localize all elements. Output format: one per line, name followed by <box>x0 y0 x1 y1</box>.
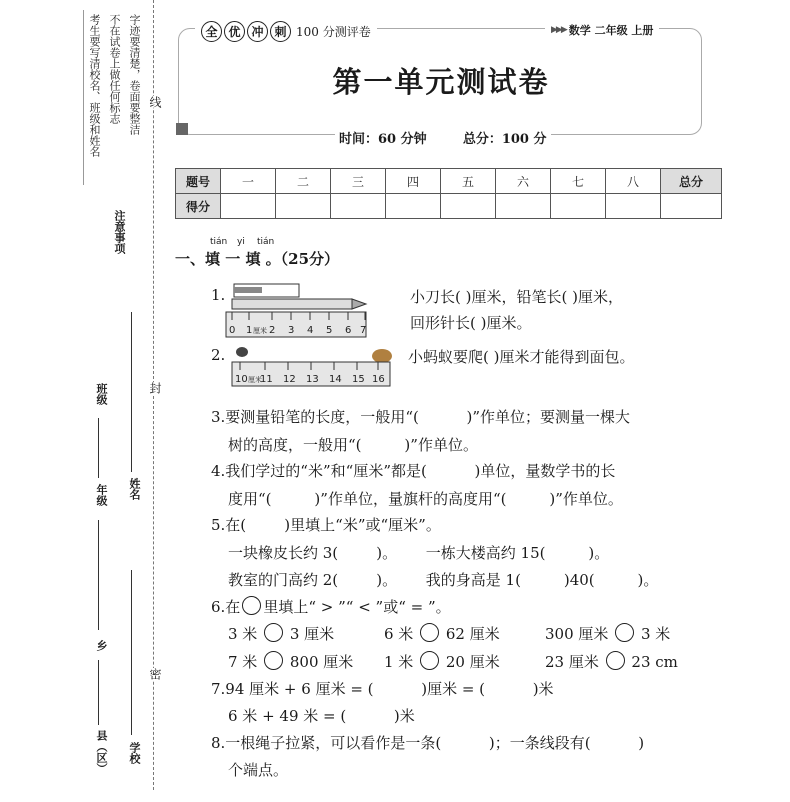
table-cell: 六 <box>496 169 551 194</box>
ruler1-tick: 6 <box>345 325 352 336</box>
compare-circle-input[interactable] <box>420 651 439 670</box>
table-cell: 二 <box>276 169 331 194</box>
ruler1-unit: 厘米 <box>253 327 267 335</box>
compare-circle-input[interactable] <box>615 623 634 642</box>
compare-circle-input[interactable] <box>606 651 625 670</box>
field-school-line[interactable] <box>131 570 132 735</box>
q6-title-pre: 6.在 <box>211 598 241 616</box>
q8-line-a: 8.一根绳子拉紧，可以看作是一条( )；一条线段有( ) <box>211 734 645 752</box>
q5-line-a: 5.在( )里填上“米”或“厘米”。 <box>211 516 441 534</box>
ruler1-tick: 1 <box>246 325 253 336</box>
cut-mark-secret: 密 <box>148 668 162 680</box>
table-row <box>176 194 722 219</box>
q6-item: 23 cm <box>631 653 678 671</box>
q6-item: 3 米 <box>640 625 671 643</box>
ruler1-tick: 2 <box>269 325 276 336</box>
score-input-cell[interactable] <box>441 194 496 219</box>
q4-line-b: 度用“( )”作单位，量旗杆的高度用“( )”作单位。 <box>228 490 623 508</box>
q6-item: 20 厘米 <box>445 653 500 671</box>
circle-blank-icon <box>242 596 261 615</box>
field-grade-line[interactable] <box>98 520 99 630</box>
ruler2-tick: 14 <box>329 374 342 385</box>
q3-line-b: 树的高度，一般用“( )”作单位。 <box>228 436 478 454</box>
compare-circle-input[interactable] <box>264 651 283 670</box>
compare-circle-input[interactable] <box>420 623 439 642</box>
field-town-label: 乡 <box>95 640 108 651</box>
triangle-arrows-icon: ▶▶▶ <box>551 25 566 35</box>
page-title: 第一单元测试卷 <box>332 65 550 99</box>
score-input-cell[interactable] <box>496 194 551 219</box>
q2-text: 小蚂蚁要爬( )厘米才能得到面包。 <box>408 348 635 366</box>
q6-item: 62 厘米 <box>445 625 500 643</box>
brand-char-2: 优 <box>224 21 245 42</box>
corner-square-icon <box>176 123 188 135</box>
q6-item: 23 厘米 <box>545 653 599 671</box>
section-title: 一、填 一 填 。（25分） <box>175 250 340 268</box>
q7-line-b: 6 米 + 49 米 = ( )米 <box>228 707 415 725</box>
score-input-cell[interactable] <box>276 194 331 219</box>
table-cell: 八 <box>606 169 661 194</box>
brand-char-3: 冲 <box>247 21 268 42</box>
pinyin-2: yi <box>237 237 245 247</box>
q6-title <box>211 596 451 617</box>
q4-line-a: 4.我们学过的“米”和“厘米”都是( )单位，量数学书的长 <box>211 462 616 480</box>
q6-item: 3 厘米 <box>289 625 335 643</box>
notice-title: 注意事项 <box>113 210 126 254</box>
ruler2-tick: 16 <box>372 374 385 385</box>
q6-row-2c <box>545 651 678 672</box>
q6-row-1b <box>384 623 500 644</box>
score-input-cell[interactable] <box>551 194 606 219</box>
q5-line-c: 教室的门高约 2( )。 我的身高是 1( )40( )。 <box>228 571 659 589</box>
cut-mark-seal: 封 <box>148 382 162 394</box>
brand-subtitle: 100 分测评卷 <box>296 25 371 39</box>
ruler2-unit: 厘米 <box>248 376 262 384</box>
brand-char-1: 全 <box>201 21 222 42</box>
compare-circle-input[interactable] <box>264 623 283 642</box>
score-input-cell[interactable] <box>661 194 722 219</box>
table-cell: 一 <box>221 169 276 194</box>
q1-line-b: 回形针长( )厘米。 <box>410 314 532 332</box>
q3-line-a: 3.要测量铅笔的长度，一般用“( )”作单位；要测量一棵大 <box>211 408 631 426</box>
field-school-label: 学校 <box>128 742 141 764</box>
notice-line-2: 不在试卷上做任何标志 <box>108 14 121 124</box>
field-grade-label: 年级 <box>95 484 108 506</box>
notice-divider <box>83 10 84 185</box>
score-input-cell[interactable] <box>386 194 441 219</box>
q2-number: 2. <box>211 346 226 364</box>
q6-row-2b <box>384 651 500 672</box>
q6-row-1 <box>228 623 334 644</box>
table-cell: 四 <box>386 169 441 194</box>
q1-line-a: 小刀长( )厘米，铅笔长( )厘米， <box>410 288 623 306</box>
q1-number: 1. <box>211 286 226 304</box>
table-cell: 五 <box>441 169 496 194</box>
pinyin-1: tián <box>210 237 228 247</box>
grade-text: 数学 二年级 上册 <box>568 24 654 37</box>
q6-title-post: 里填上“ > ”“ < ”或“ = ”。 <box>263 598 451 616</box>
ruler1-tick: 7 <box>360 325 367 336</box>
ruler1-tick: 5 <box>326 325 333 336</box>
ruler2-tick: 13 <box>306 374 319 385</box>
ruler1-tick: 0 <box>229 325 236 336</box>
q6-item: 7 米 <box>228 653 258 671</box>
notice-line-1: 考生要写清校名、班级和姓名 <box>88 14 101 157</box>
table-cell: 三 <box>331 169 386 194</box>
score-table <box>175 168 722 219</box>
notice-line-3: 字迹要清楚，卷面要整洁 <box>128 14 141 135</box>
ruler2-tick: 11 <box>260 374 273 385</box>
ruler2-tick: 10 <box>235 374 248 385</box>
ruler-pencil-illustration <box>224 282 374 338</box>
field-class-line[interactable] <box>98 418 99 478</box>
score-input-cell[interactable] <box>606 194 661 219</box>
table-cell: 得分 <box>176 194 221 219</box>
ruler1-tick: 3 <box>288 325 295 336</box>
pinyin-3: tián <box>257 237 275 247</box>
table-row <box>176 169 722 194</box>
q6-item: 6 米 <box>384 625 414 643</box>
table-cell: 七 <box>551 169 606 194</box>
cut-mark-line: 线 <box>148 96 162 108</box>
bread-icon <box>372 349 392 363</box>
ruler2-tick: 12 <box>283 374 296 385</box>
ruler2-tick: 15 <box>352 374 365 385</box>
q5-line-b: 一块橡皮长约 3( )。 一栋大楼高约 15( )。 <box>228 544 610 562</box>
q6-row-2 <box>228 651 353 672</box>
brand-char-4: 刺 <box>270 21 291 42</box>
q6-item: 800 厘米 <box>289 653 354 671</box>
ruler1-tick: 4 <box>307 325 314 336</box>
time-info: 时间：60 分钟 总分：100 分 <box>335 128 551 147</box>
score-input-cell[interactable] <box>221 194 276 219</box>
score-input-cell[interactable] <box>331 194 386 219</box>
table-cell: 总分 <box>661 169 722 194</box>
field-county-label: 县（区） <box>95 730 108 774</box>
q6-item: 3 米 <box>228 625 258 643</box>
field-town-line[interactable] <box>98 660 99 725</box>
ant-icon <box>236 347 248 357</box>
q6-item: 1 米 <box>384 653 414 671</box>
grade-label <box>545 22 659 38</box>
q6-item: 300 厘米 <box>545 625 609 643</box>
q6-row-1c <box>545 623 670 644</box>
field-name-label: 姓名 <box>128 478 141 500</box>
ant-ruler-illustration <box>226 344 396 388</box>
field-name-line[interactable] <box>131 312 132 472</box>
table-cell: 题号 <box>176 169 221 194</box>
q7-line-a: 7.94 厘米 + 6 厘米 = ( )厘米 = ( )米 <box>211 680 554 698</box>
q8-line-b: 个端点。 <box>228 761 289 779</box>
brand-logo <box>195 21 377 42</box>
field-class-label: 班级 <box>95 383 108 405</box>
